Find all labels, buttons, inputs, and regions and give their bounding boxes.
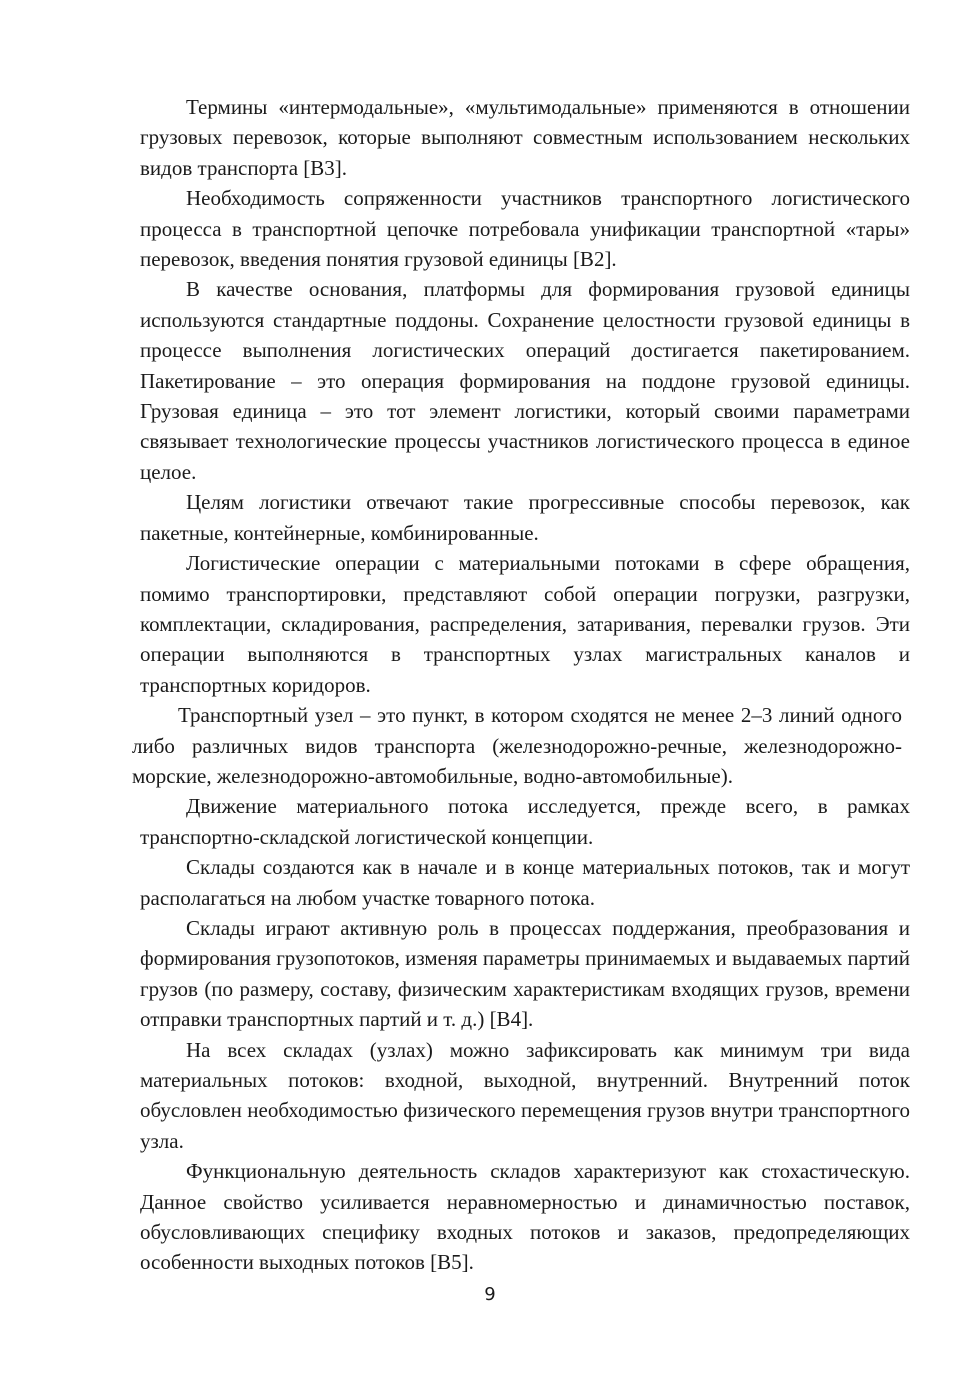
paragraph-pallets: В качестве основания, платформы для формирования грузовой единицы используются стандартные поддоны. Сохранение целостности грузовой единицы в процессе выполнения логистических операций достигается пакетированием. Пакетирование – это операция формирования на поддоне грузовой единицы. Грузовая единица – это тот элемент логистики, который своими параметрами связывает технологические процессы участников логистического процесса в единое целое. [140, 277, 910, 484]
paragraph-warehouses-role: Склады играют активную роль в процессах поддержания, преобразования и формирования грузопотоков, изменяя параметры принимаемых и выдаваемых партий грузов (по размеру, составу, физическим характеристикам входящих грузов, времени отправки транспортных партий и т. д.) [В4]. [140, 915, 910, 1032]
paragraph-logistics-goals: Целям логистики отвечают такие прогрессивные способы перевозок, как пакетные, контейнерные, комбинированные. [140, 490, 910, 545]
paragraph-flow-types: На всех складах (узлах) можно зафиксировать как минимум три вида материальных потоков: входной, выходной, внутренний. Внутренний поток обусловлен необходимостью физического перемещения грузов внутри транспортного узла. [140, 1037, 910, 1153]
body-text [132, 92, 910, 1278]
paragraph-logistic-operations: Логистические операции с материальными потоками в сфере обращения, помимо транспортировки, представляют собой операции погрузки, разгрузки, комплектации, складирования, распределения, затаривания, перевалки грузов. Эти операции выполняются в транспортных узлах магистральных каналов и транспортных коридоров. [140, 551, 910, 697]
paragraph-stochastic-activity: Функциональную деятельность складов характеризуют как стохастическую. Данное свойство усиливается неравномерностью и динамичностью поставок, обусловливающих специфику входных потоков и заказов, предопределяющих особенности выходных потоков [В5]. [140, 1159, 910, 1275]
paragraph-warehouses-creation: Склады создаются как в начале и в конце материальных потоков, так и могут располагаться на любом участке товарного потока. [140, 855, 910, 910]
paragraph-cargo-unit-need: Необходимость сопряженности участников транспортного логистического процесса в транспортной цепочке потребовала унификации транспортной «тары» перевозок, введения понятия грузовой единицы [В2]. [140, 186, 910, 272]
paragraph-transport-node: Транспортный узел – это пункт, в котором сходятся не менее 2–3 линий одного либо различных видов транспорта (железнодорожно-речные, железнодорожно-морские, железнодорожно-автомобильные, водно-автомобильные). [132, 703, 902, 788]
paragraph-material-flow: Движение материального потока исследуется, прежде всего, в рамках транспортно-складской логистической концепции. [140, 794, 910, 849]
paragraph-intermodal-terms: Термины «интермодальные», «мультимодальные» применяются в отношении грузовых перевозок, которые выполняют совместным использованием нескольких видов транспорта [В3]. [140, 95, 910, 180]
page-number: 9 [484, 1284, 496, 1305]
